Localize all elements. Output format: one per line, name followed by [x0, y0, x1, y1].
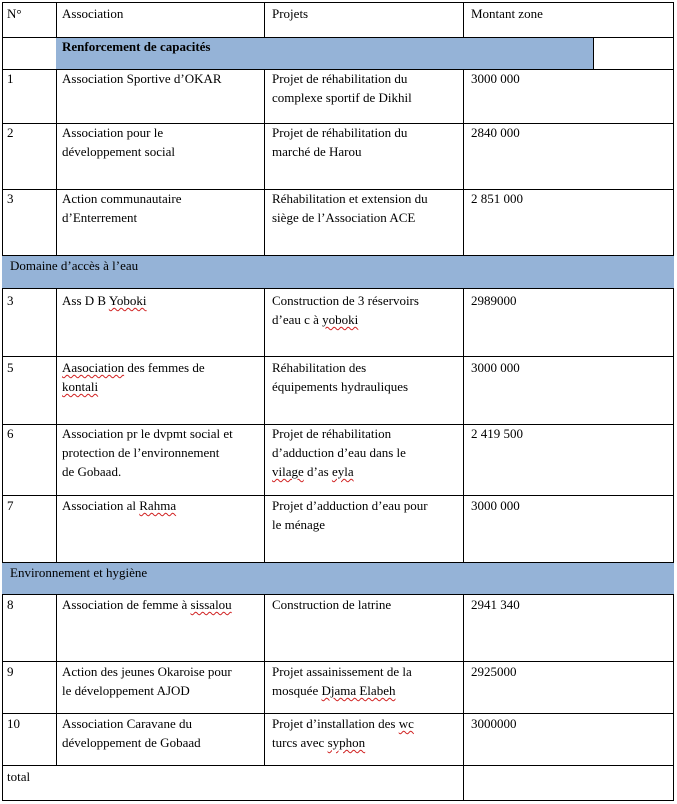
- row-association-line2: d’Enterrement: [62, 210, 138, 225]
- row-num: 3: [7, 191, 14, 206]
- grid-line-v: [593, 37, 594, 70]
- row-projet: Construction de latrine: [272, 597, 392, 612]
- row-projet-line3: vilage d’as eyla: [272, 464, 354, 479]
- section-title-capacites: Renforcement de capacités: [62, 39, 211, 54]
- grid-line-v: [673, 2, 674, 801]
- header-projets: Projets: [272, 6, 309, 21]
- row-association: Association Sportive d’OKAR: [62, 71, 222, 86]
- grid-line-v: [463, 288, 464, 563]
- row-association-line2: kontali: [62, 379, 99, 394]
- row-num: 3: [7, 293, 14, 308]
- grid-line-v: [463, 594, 464, 801]
- row-association: Association de femme à sissalou: [62, 597, 232, 612]
- header-association: Association: [62, 6, 124, 21]
- grid-line-v: [56, 288, 57, 563]
- grid-line-v: [56, 69, 57, 256]
- row-num: 6: [7, 426, 14, 441]
- grid-line-h: [2, 800, 674, 801]
- row-association-line1: Action des jeunes Okaroise pour: [62, 664, 232, 679]
- total-label: total: [7, 769, 31, 784]
- grid-line-v: [264, 2, 265, 38]
- grid-line-v: [56, 2, 57, 38]
- row-projet-line1: Projet d’adduction d’eau pour: [272, 498, 428, 513]
- section-title-eau: Domaine d’accès à l’eau: [10, 258, 139, 273]
- section-title-environnement: Environnement et hygiène: [10, 565, 148, 580]
- header-montant: Montant zone: [471, 6, 543, 21]
- row-montant: 2840 000: [471, 125, 520, 140]
- row-projet-line1: Construction de 3 réservoirs: [272, 293, 419, 308]
- row-projet-line1: Projet assainissement de la: [272, 664, 412, 679]
- row-association-line3: de Gobaad.: [62, 464, 122, 479]
- row-montant: 2925000: [471, 664, 517, 679]
- header-num: N°: [7, 6, 22, 21]
- row-association: Association al Rahma: [62, 498, 177, 513]
- grid-line-v: [56, 594, 57, 766]
- row-projet-line1: Projet de réhabilitation du: [272, 71, 408, 86]
- row-association-line2: développement social: [62, 144, 175, 159]
- row-num: 7: [7, 498, 14, 513]
- grid-line-h: [2, 288, 674, 289]
- row-montant: 3000 000: [471, 498, 520, 513]
- row-projet-line2: d’adduction d’eau dans le: [272, 445, 406, 460]
- row-projet-line1: Projet de réhabilitation: [272, 426, 392, 441]
- row-projet-line2: siège de l’Association ACE: [272, 210, 416, 225]
- row-association-line1: Aasociation des femmes de: [62, 360, 205, 375]
- row-num: 9: [7, 664, 14, 679]
- row-num: 2: [7, 125, 14, 140]
- row-association-line1: Association pr le dvpmt social et: [62, 426, 233, 441]
- row-projet-line2: le ménage: [272, 517, 326, 532]
- row-projet-line2: complexe sportif de Dikhil: [272, 90, 412, 105]
- row-num: 1: [7, 71, 14, 86]
- grid-line-v: [2, 2, 3, 801]
- row-projet-line1: Projet d’installation des wc: [272, 716, 414, 731]
- row-projet-line1: Réhabilitation des: [272, 360, 367, 375]
- grid-line-v: [264, 69, 265, 256]
- grid-line-h: [2, 356, 674, 357]
- row-num: 5: [7, 360, 14, 375]
- grid-line-v: [264, 594, 265, 766]
- row-num: 10: [7, 716, 20, 731]
- row-num: 8: [7, 597, 14, 612]
- row-association: Ass D B Yoboki: [62, 293, 147, 308]
- row-projet-line2: mosquée Djama Elabeh: [272, 683, 396, 698]
- row-montant: 3000000: [471, 716, 517, 731]
- row-association-line2: le développement AJOD: [62, 683, 190, 698]
- row-projet-line2: marché de Harou: [272, 144, 362, 159]
- row-projet-line2: turcs avec syphon: [272, 735, 366, 750]
- row-projet-line1: Réhabilitation et extension du: [272, 191, 428, 206]
- grid-line-v: [463, 69, 464, 256]
- row-association-line1: Association Caravane du: [62, 716, 192, 731]
- row-association-line2: développement de Gobaad: [62, 735, 201, 750]
- row-montant: 2 419 500: [471, 426, 523, 441]
- row-montant: 2941 340: [471, 597, 520, 612]
- row-association-line1: Action communautaire: [62, 191, 182, 206]
- grid-line-h: [2, 765, 674, 766]
- row-montant: 3000 000: [471, 360, 520, 375]
- row-projet-line2: d’eau c à yoboki: [272, 312, 359, 327]
- row-montant: 3000 000: [471, 71, 520, 86]
- row-projet-line2: équipements hydrauliques: [272, 379, 409, 394]
- row-montant: 2989000: [471, 293, 517, 308]
- grid-line-h: [2, 2, 674, 3]
- row-montant: 2 851 000: [471, 191, 523, 206]
- row-association-line1: Association pour le: [62, 125, 164, 140]
- grid-line-v: [463, 2, 464, 38]
- row-association-line2: protection de l’environnement: [62, 445, 220, 460]
- grid-line-v: [264, 288, 265, 563]
- row-projet-line1: Projet de réhabilitation du: [272, 125, 408, 140]
